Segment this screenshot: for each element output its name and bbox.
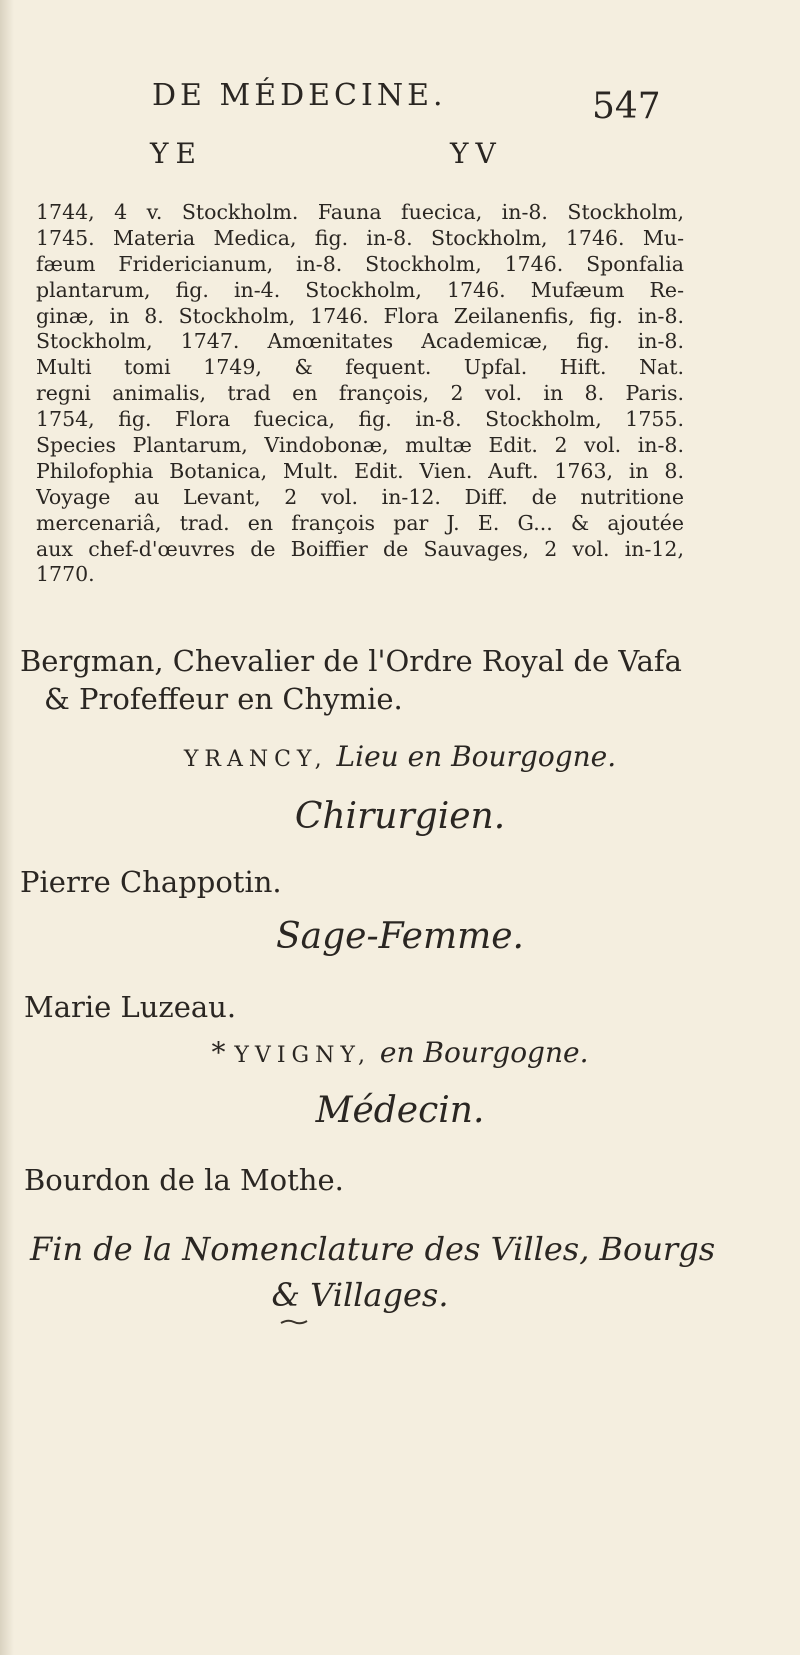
text-line: 1754, fig. Flora fuecica, fig. in-8. Stockholm, 1755. [36, 407, 684, 432]
place-name: YVIGNY, [234, 1043, 372, 1068]
text-line: mercenariâ, trad. en françois par J. E. G... & ajoutée [36, 510, 684, 535]
colophon-line-1: Fin de la Nomenclature des Villes, Bourgs [30, 1230, 716, 1268]
text-line: regni animalis, trad en françois, 2 vol. in 8. Paris. [36, 381, 684, 406]
text-line: Species Plantarum, Vindobonæ, multæ Edit. 2 vol. in-8. [36, 433, 684, 458]
letter-heading-right: YV [450, 137, 503, 170]
letter-headings [150, 137, 570, 170]
colophon-line-2: & Villages. [271, 1276, 449, 1314]
text-line: fæum Fridericianum, in-8. Stockholm, 1746. Sponfalia [36, 251, 684, 276]
place-heading-yrancy [0, 740, 800, 773]
bibliography-paragraph [36, 200, 684, 588]
person-name: Pierre Chappotin. [20, 865, 282, 899]
asterisk-marker: * [211, 1036, 226, 1069]
colophon [30, 1226, 716, 1318]
place-region: Lieu en Bourgogne. [336, 740, 617, 773]
place-heading-yvigny [0, 1036, 800, 1069]
text-line: Voyage au Levant, 2 vol. in-12. Diff. de nutritione [36, 484, 684, 509]
bergman-entry [20, 642, 694, 718]
page-number: 547 [592, 86, 661, 127]
letter-heading-left: YE [150, 137, 203, 170]
text-line: plantarum, fig. in-4. Stockholm, 1746. Mufæum Re- [36, 277, 684, 302]
place-region: en Bourgogne. [379, 1036, 589, 1069]
text-line: Philofophia Botanica, Mult. Edit. Vien. Auft. 1763, in 8. [36, 458, 684, 483]
text-line: aux chef-d'œuvres de Boiffier de Sauvages, 2 vol. in-12, [36, 536, 684, 561]
role-heading-chirurgien: Chirurgien. [294, 796, 506, 837]
text-line: Multi tomi 1749, & fequent. Upfal. Hift. Nat. [36, 355, 684, 380]
end-ornament-icon [280, 1318, 308, 1326]
text-line: 1744, 4 v. Stockholm. Fauna fuecica, in-8. Stockholm, [36, 200, 684, 224]
bergman-line-1: Bergman, Chevalier de l'Ordre Royal de Vafa [20, 644, 682, 678]
bergman-line-2: & Profeffeur en Chymie. [44, 682, 403, 716]
person-name: Bourdon de la Mothe. [24, 1163, 344, 1197]
text-line: Stockholm, 1747. Amœnitates Academicæ, fig. in-8. [36, 329, 684, 354]
text-line: 1770. [36, 562, 95, 587]
text-line: 1745. Materia Medica, fig. in-8. Stockholm, 1746. Mu- [36, 225, 684, 250]
running-title: DE MÉDECINE. [152, 78, 447, 113]
role-heading-medecin: Médecin. [315, 1090, 485, 1131]
role-heading-sage-femme: Sage-Femme. [276, 916, 524, 957]
text-line: ginæ, in 8. Stockholm, 1746. Flora Zeilanenfis, fig. in-8. [36, 303, 684, 328]
person-name: Marie Luzeau. [24, 990, 237, 1024]
place-name: YRANCY, [183, 747, 328, 772]
